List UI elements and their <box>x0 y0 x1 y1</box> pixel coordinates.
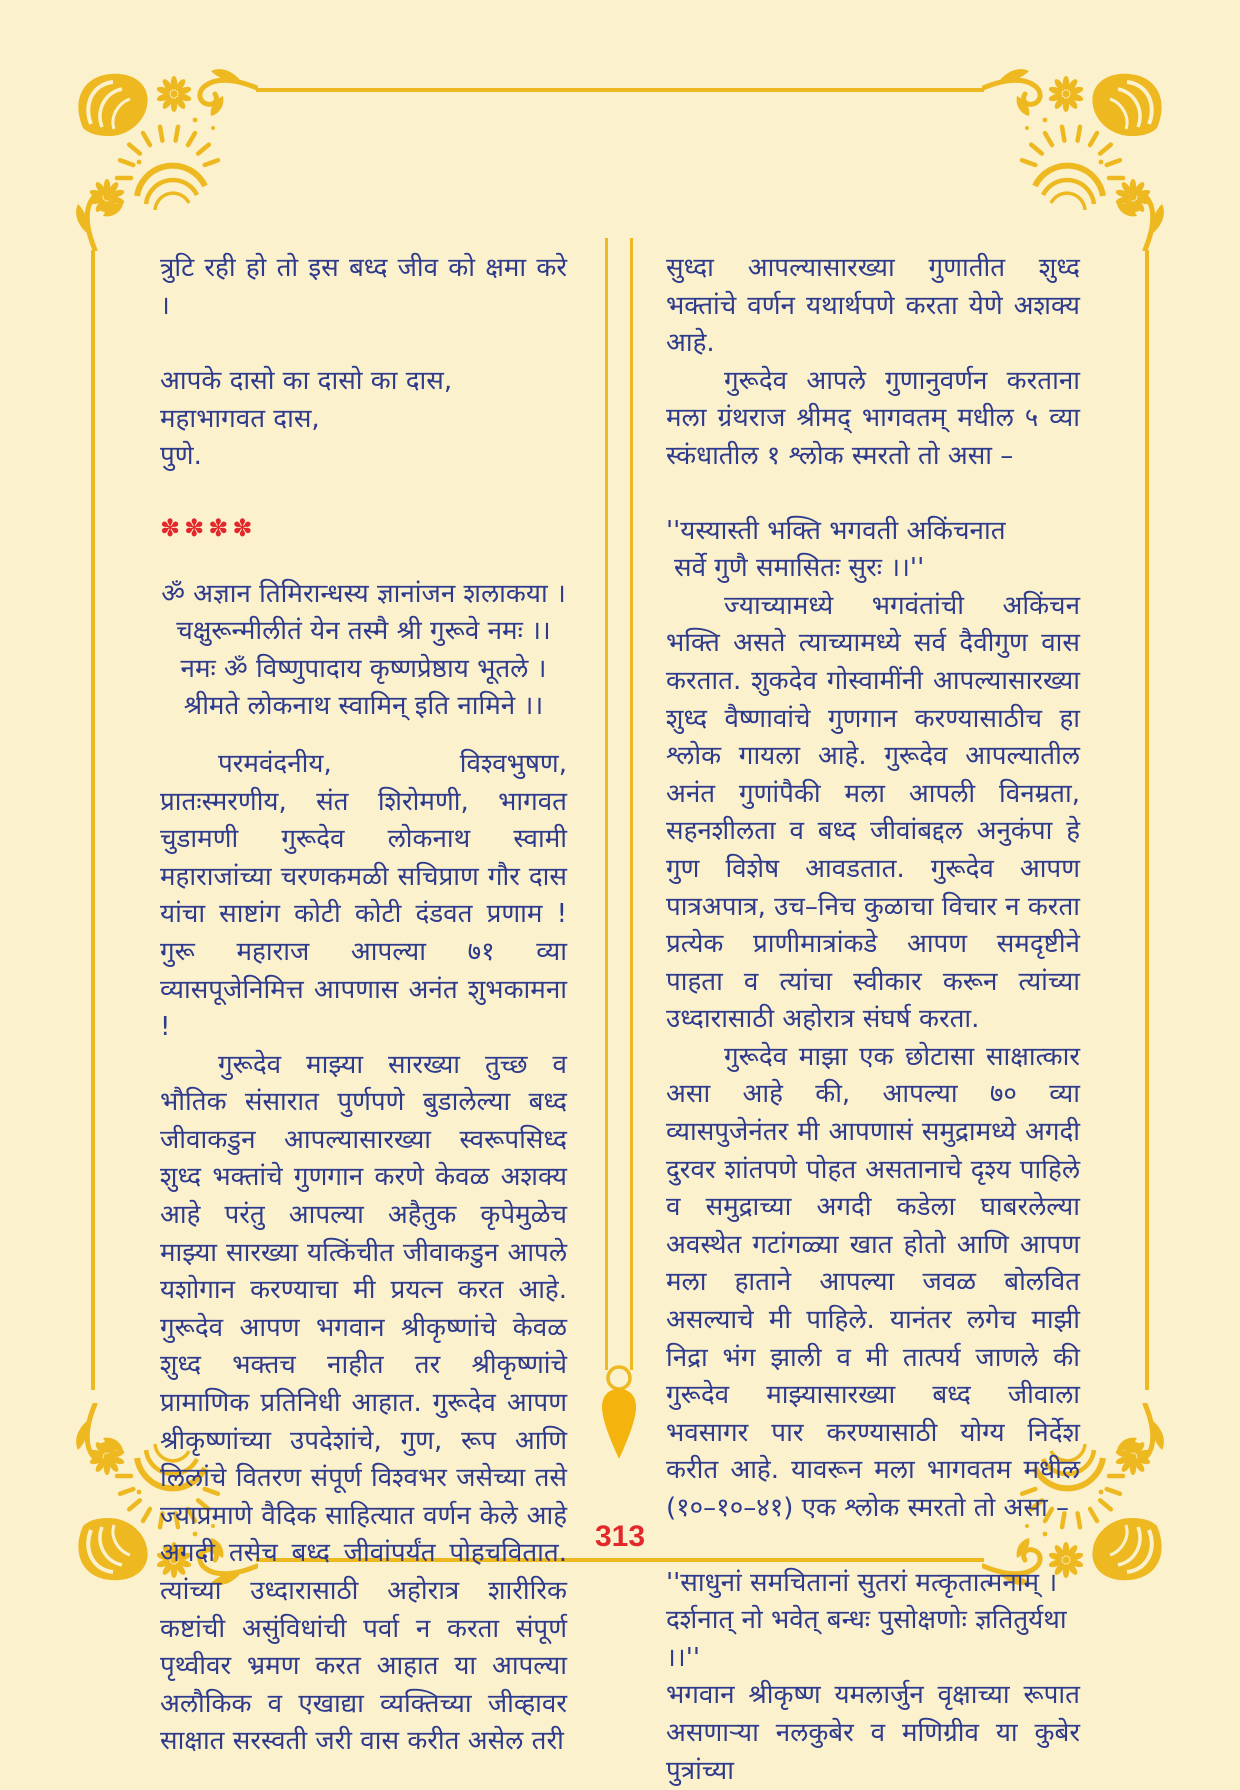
frame-border-left <box>91 250 95 1390</box>
left-text-column <box>160 250 567 1761</box>
closing-line: त्रुटि रही हो तो इस बध्द जीव को क्षमा करे । <box>160 253 567 321</box>
column-divider-line <box>605 238 608 1370</box>
column-divider-line <box>630 238 633 1370</box>
paragraph: भगवान श्रीकृष्ण यमलार्जुन वृक्षाच्या रूपात असणाऱ्या नलकुबेर व मणिग्रीव या कुबेर पुत्रांच्या <box>666 1680 1080 1786</box>
invocation-shloka <box>160 576 567 726</box>
frame-border-top <box>256 88 984 92</box>
paragraph: सुध्दा आपल्यासारख्या गुणातीत शुध्द भक्तांचे वर्णन यथार्थपणे करता येणे अशक्य आहे. <box>666 253 1080 359</box>
signature-line: पुणे. <box>160 441 202 472</box>
asterisk-separator: ✽✽✽✽ <box>160 513 257 542</box>
paragraph: गुरूदेव माझ्या सारख्या तुच्छ व भौतिक संसारात पुर्णपणे बुडालेल्या बध्द जीवाकडुन आपल्यासारख्या स्वरूपसिध्द शुध्द भक्तांचे गुणगान करणे केवळ अशक्य आहे परंतु आपल्या अहैतुक कृपेमुळेच माझ्या सारख्या यत्किंचीत जीवाकडुन आपले यशोगान करण्याचा मी प्रयत्न करत आहे. गुरूदेव आपण भगवान श्रीकृष्णांचे केवळ शुध्द भक्तच नाहीत तर श्रीकृष्णांचे प्रामाणिक प्रतिनिधी आहात. गुरूदेव आपण श्रीकृष्णांच्या उपदेशांचे, गुण, रूप आणि लिलांचे वितरण संपूर्ण विश्वभर जसेच्या तसे ज्याप्रमाणे वैदिक साहित्यात वर्णन केले आहे अगदी तसेच बध्द जीवांपर्यंत पोहचवितात. त्यांच्या उध्दारासाठी अहोरात्र शारीरिक कष्टांची असुंविधांची पर्वा न करता संपूर्ण पृथ्वीवर भ्रमण करत आहात या आपल्या अलौकिक व एखाद्या व्यक्तिच्या जीव्हावर साक्षात सरस्वती जरी वास करीत असेल तरी <box>160 1049 567 1757</box>
paragraph: ज्याच्यामध्ये भगवंतांची अकिंचन भक्ति असते त्याच्यामध्ये सर्व दैवीगुण वास करतात. शुकदेव गोस्वामींनी आपल्यासारख्या शुध्द वैष्णावांचे गुणगान करण्यासाठीच हा श्लोक गायला आहे. गुरूदेव आपल्यातील अनंत गुणांपैकी मला आपली विनम्रता, सहनशीलता व बध्द जीवांबद्दल अनुकंपा हे गुण विशेष आवडतात. गुरूदेव आपण पात्रअपात्र, उच–निच कुळाचा विचार न करता प्रत्येक प्राणीमात्रांकडे आपण समदृष्टीने पाहता व त्यांचा स्वीकार करून त्यांच्या उध्दारासाठी अहोरात्र संघर्ष करता. <box>666 590 1080 1035</box>
quote-line: दर्शनात् नो भवेत् बन्धः पुसोक्षणोः ज्ञतितुर्यथा ।।'' <box>666 1605 1067 1673</box>
shloka-line: ॐ अज्ञान तिमिरान्धस्य ज्ञानांजन शलाकया । <box>161 578 566 609</box>
signature-line: महाभागवत दास, <box>160 403 320 434</box>
signature-block <box>160 363 567 476</box>
frame-border-right <box>1145 250 1149 1390</box>
page-number: 313 <box>594 1520 646 1553</box>
quote-line: सर्वे गुणै समासितः सुरः ।।'' <box>674 553 925 584</box>
divider-drop-icon <box>595 1363 643 1463</box>
corner-flourish-icon <box>982 66 1167 251</box>
paragraph: परमवंदनीय, विश्वभुषण, प्रातःस्मरणीय, संत शिरोमणी, भागवत चुडामणी गुरूदेव लोकनाथ स्वामी महाराजांच्या चरणकमळी सचिप्राण गौर दास यांचा साष्टांग कोटी कोटी दंडवत प्रणाम ! गुरू महाराज आपल्या ७१ व्या व्यासपूजेनिमित्त आपणास अनंत शुभकामना ! <box>160 748 567 1043</box>
shloka-line: चक्षुरून्मीलीतं येन तस्मै श्री गुरूवे नमः ।। <box>176 616 551 647</box>
quote-line: ''साधुनां समचितानां सुतरां मत्कृतात्मनाम् । <box>666 1567 1058 1598</box>
shloka-line: श्रीमते लोकनाथ स्वामिन् इति नामिने ।। <box>183 691 544 722</box>
right-text-column <box>666 250 1080 1790</box>
shloka-line: नमः ॐ विष्णुपादाय कृष्णप्रेष्ठाय भूतले । <box>180 653 547 684</box>
quoted-shloka <box>666 1565 1080 1678</box>
corner-flourish-icon <box>73 66 258 251</box>
signature-line: आपके दासो का दासो का दास, <box>160 366 453 397</box>
paragraph: गुरूदेव आपले गुणानुवर्णन करताना मला ग्रंथराज श्रीमद् भागवतम् मधील ५ व्या स्कंधातील १ श्लोक स्मरतो तो असा – <box>666 365 1080 471</box>
paragraph: गुरूदेव माझा एक छोटासा साक्षात्कार असा आहे की, आपल्या ७० व्या व्यासपुजेनंतर मी आपणासं समुद्रामध्ये अगदी दुरवर शांतपणे पोहत असतानाचे दृश्य पाहिले व समुद्राच्या अगदी कडेला घाबरलेल्या अवस्थेत गटांगळ्या खात होतो आणि आपण मला हाताने आपल्या जवळ बोलवित असल्याचे मी पाहिले. यानंतर लगेच माझी निद्रा भंग झाली व मी तात्पर्य जाणले की गुरूदेव माझ्यासारख्या बध्द जीवाला भवसागर पार करण्यासाठी योग्य निर्देश करीत आहे. यावरून मला भागवतम मधील (१०–१०–४१) एक श्लोक स्मरतो तो असा – <box>666 1041 1080 1523</box>
quote-line: ''यस्यास्ती भक्ति भगवती अकिंचनात <box>666 515 1006 546</box>
quoted-shloka <box>666 513 1080 588</box>
